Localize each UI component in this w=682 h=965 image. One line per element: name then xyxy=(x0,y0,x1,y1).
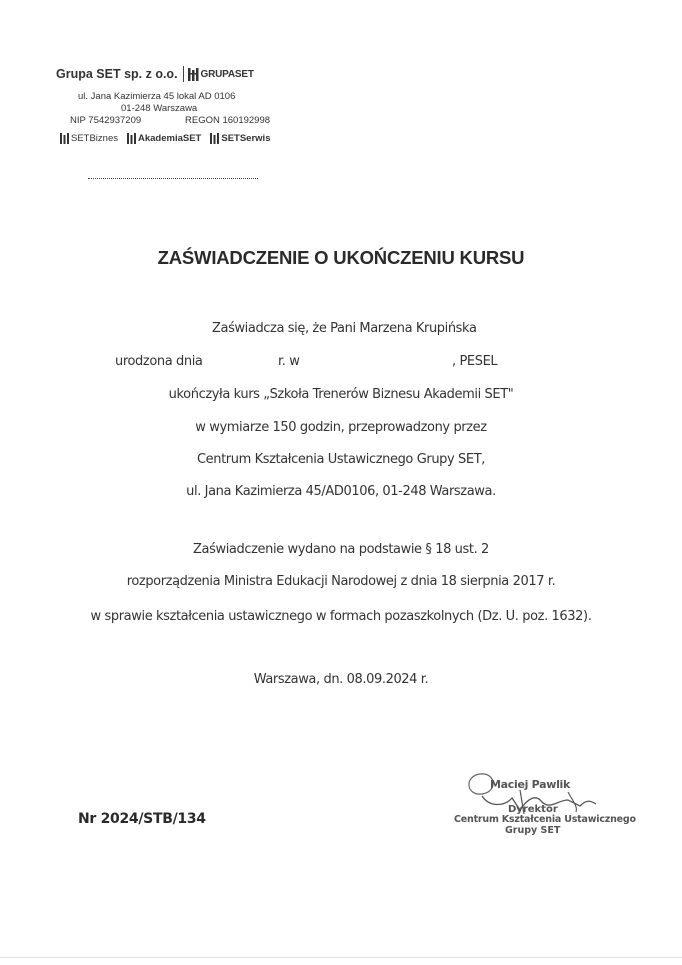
company-name: Grupa SET sp. z o.o. xyxy=(56,67,178,81)
stamp-brands xyxy=(60,133,279,144)
birth-date-label: urodzona dnia xyxy=(115,354,203,369)
hours-line: w wymiarze 150 godzin, przeprowadzony przez xyxy=(195,420,487,435)
document-title: ZAŚWIADCZENIE O UKOŃCZENIU KURSU xyxy=(157,247,525,268)
pesel-label: , PESEL xyxy=(452,354,498,369)
stamp-city: 01-248 Warszawa xyxy=(121,103,198,114)
legal-basis-line-1: Zaświadczenie wydano na podstawie § 18 ust. 2 xyxy=(193,542,489,557)
stamp-address: ul. Jana Kazimierza 45 lokal AD 0106 xyxy=(78,91,236,102)
signatory-role: Dyrektor xyxy=(508,804,558,815)
legal-basis-line-3: w sprawie kształcenia ustawicznego w formach pozaszkolnych (Dz. U. poz. 1632). xyxy=(90,609,592,624)
brand-label: AkademiaSET xyxy=(138,133,202,144)
signatory-org-line-2: Grupy SET xyxy=(505,825,561,836)
certificate-number: Nr 2024/STB/134 xyxy=(78,811,206,827)
course-line: ukończyła kurs „Szkoła Trenerów Biznesu Akademii SET" xyxy=(168,387,514,402)
birth-place-label: r. w xyxy=(278,354,300,369)
grupaset-logo-text: GRUPASET xyxy=(200,68,254,80)
dotted-divider xyxy=(88,178,258,179)
place-date: Warszawa, dn. 08.09.2024 r. xyxy=(253,672,429,687)
signature-block xyxy=(450,770,636,840)
setbiznes-logo-icon xyxy=(60,133,69,144)
stamp-nip: NIP 7542937209 xyxy=(70,115,142,126)
brand-label: SETBiznes xyxy=(71,133,118,144)
center-line: Centrum Kształcenia Ustawicznego Grupy SET, xyxy=(197,452,485,467)
akademiaset-logo-icon xyxy=(127,133,136,144)
signatory-name: Maciej Pawlik xyxy=(490,778,571,791)
page-bottom-rule xyxy=(0,957,682,958)
company-stamp xyxy=(56,66,286,144)
stamp-divider xyxy=(183,66,184,82)
brand-akademiaset xyxy=(127,133,201,144)
address-line: ul. Jana Kazimierza 45/AD0106, 01-248 Warszawa. xyxy=(186,484,496,499)
brand-label: SETSerwis xyxy=(221,133,271,144)
brand-setserwis xyxy=(210,133,270,144)
signatory-org-line-1: Centrum Kształcenia Ustawicznego xyxy=(454,814,636,825)
birth-details-row xyxy=(0,354,682,372)
legal-basis-line-2: rozporządzenia Ministra Edukacji Narodowej z dnia 18 sierpnia 2017 r. xyxy=(126,574,556,589)
setserwis-logo-icon xyxy=(210,133,219,144)
grupaset-logo-icon xyxy=(188,68,199,81)
brand-setbiznes xyxy=(60,133,118,144)
certifies-line: Zaświadcza się, że Pani Marzena Krupińska xyxy=(212,321,477,336)
stamp-regon: REGON 160192998 xyxy=(185,115,271,126)
stamp-header-row xyxy=(56,66,286,82)
